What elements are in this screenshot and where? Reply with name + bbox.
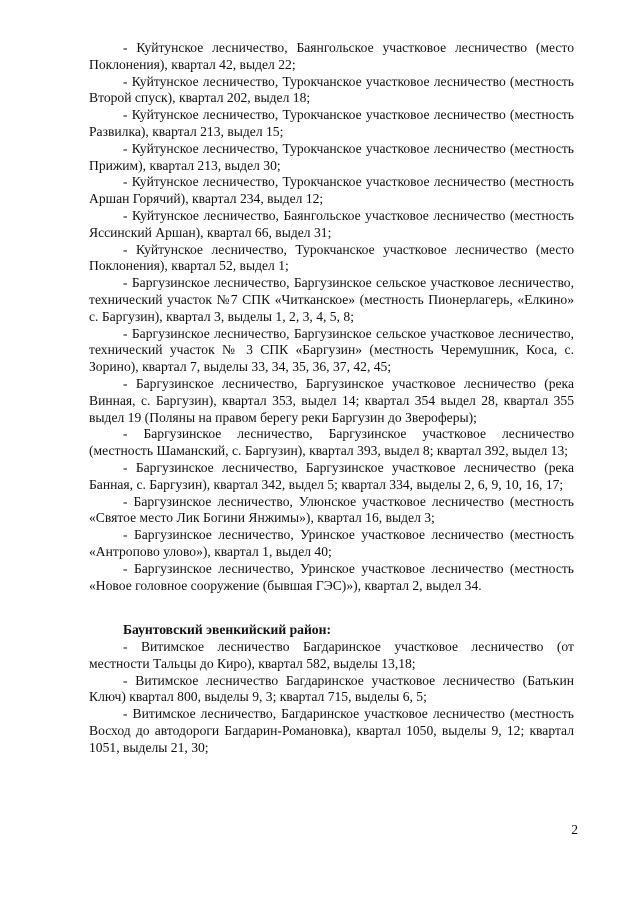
list-item: - Баргузинское лесничество, Баргузинское участковое лесничество (река Банная, с. Баргузин), квартал 342, выдел 5; квартал 334, выделы 2, 6, 9, 10, 16, 17;: [89, 459, 574, 492]
list-item: - Витимское лесничество Багдаринское участковое лесничество (Батькин Ключ) квартал 800, выделы 9, 3; квартал 715, выделы 6, 5;: [89, 672, 574, 705]
list-item: - Баргузинское лесничество, Улюнское участковое лесничество (местность «Святое место Лик Богини Янжимы»), квартал 16, выдел 3;: [89, 493, 574, 526]
list-item: - Витимское лесничество, Багдаринское участковое лесничество (местность Восход до автодороги Багдарин-Романовка), квартал 1050, выделы 9, 12; квартал 1051, выделы 21, 30;: [89, 706, 574, 755]
page-number: 2: [571, 822, 578, 837]
list-item: - Куйтунское лесничество, Баянгольское участковое лесничество (местность Яссинский Аршан), квартал 66, выдел 31;: [89, 207, 574, 240]
list-item: - Баргузинское лесничество, Баргузинское участковое лесничество (местность Шаманский, с. Баргузин), квартал 393, выдел 8; квартал 392, выдел 13;: [89, 426, 574, 459]
list-item: - Куйтунское лесничество, Турокчанское участковое лесничество (местность Развилка), квартал 213, выдел 15;: [89, 107, 574, 139]
list-item: - Витимское лесничество Багдаринское участковое лесничество (от местности Тальцы до Киро), квартал 582, выделы 13,18;: [89, 639, 574, 671]
document-body: [89, 40, 574, 757]
list-item: - Куйтунское лесничество, Турокчанское участковое лесничество (место Поклонения), квартал 52, выдел 1;: [89, 241, 574, 274]
list-item: - Баргузинское лесничество, Уринское участковое лесничество (местность «Новое головное сооружение (бывшая ГЭС)»), квартал 2, выдел 34.: [89, 560, 574, 593]
list-item: - Куйтунское лесничество, Турокчанское участковое лесничество (местность Прижим), квартал 213, выдел 30;: [89, 140, 574, 173]
section-heading: Баунтовский эвенкийский район:: [123, 622, 331, 638]
list-item: - Куйтунское лесничество, Турокчанское участковое лесничество (местность Второй спуск), квартал 202, выдел 18;: [89, 73, 574, 106]
list-item: - Куйтунское лесничество, Баянгольское участковое лесничество (место Поклонения), квартал 42, выдел 22;: [89, 40, 574, 72]
list-item: - Баргузинское лесничество, Уринское участковое лесничество (местность «Антропово улово»), квартал 1, выдел 40;: [89, 527, 574, 559]
list-item: - Баргузинское лесничество, Баргузинское сельское участковое лесничество, технический участок №7 СПК «Читканское» (местность Пионерлагерь, «Елкино» с. Баргузин), квартал 3, выделы 1, 2, 3, 4, 5, 8;: [89, 275, 574, 324]
list-item: - Баргузинское лесничество, Баргузинское сельское участковое лесничество, технический участок № 3 СПК «Баргузин» (местность Черемушник, Коса, с. Зорино), квартал 7, выделы 33, 34, 35, 36, 37, 42, 45;: [89, 325, 574, 375]
list-item: - Баргузинское лесничество, Баргузинское участковое лесничество (река Винная, с. Баргузин), квартал 353, выдел 14; квартал 354 выдел 28, квартал 355 выдел 19 (Поляны на правом берегу реки Баргузин до Звероферы);: [89, 375, 574, 425]
list-item: - Куйтунское лесничество, Турокчанское участковое лесничество (местность Аршан Горячий), квартал 234, выдел 12;: [89, 174, 574, 207]
